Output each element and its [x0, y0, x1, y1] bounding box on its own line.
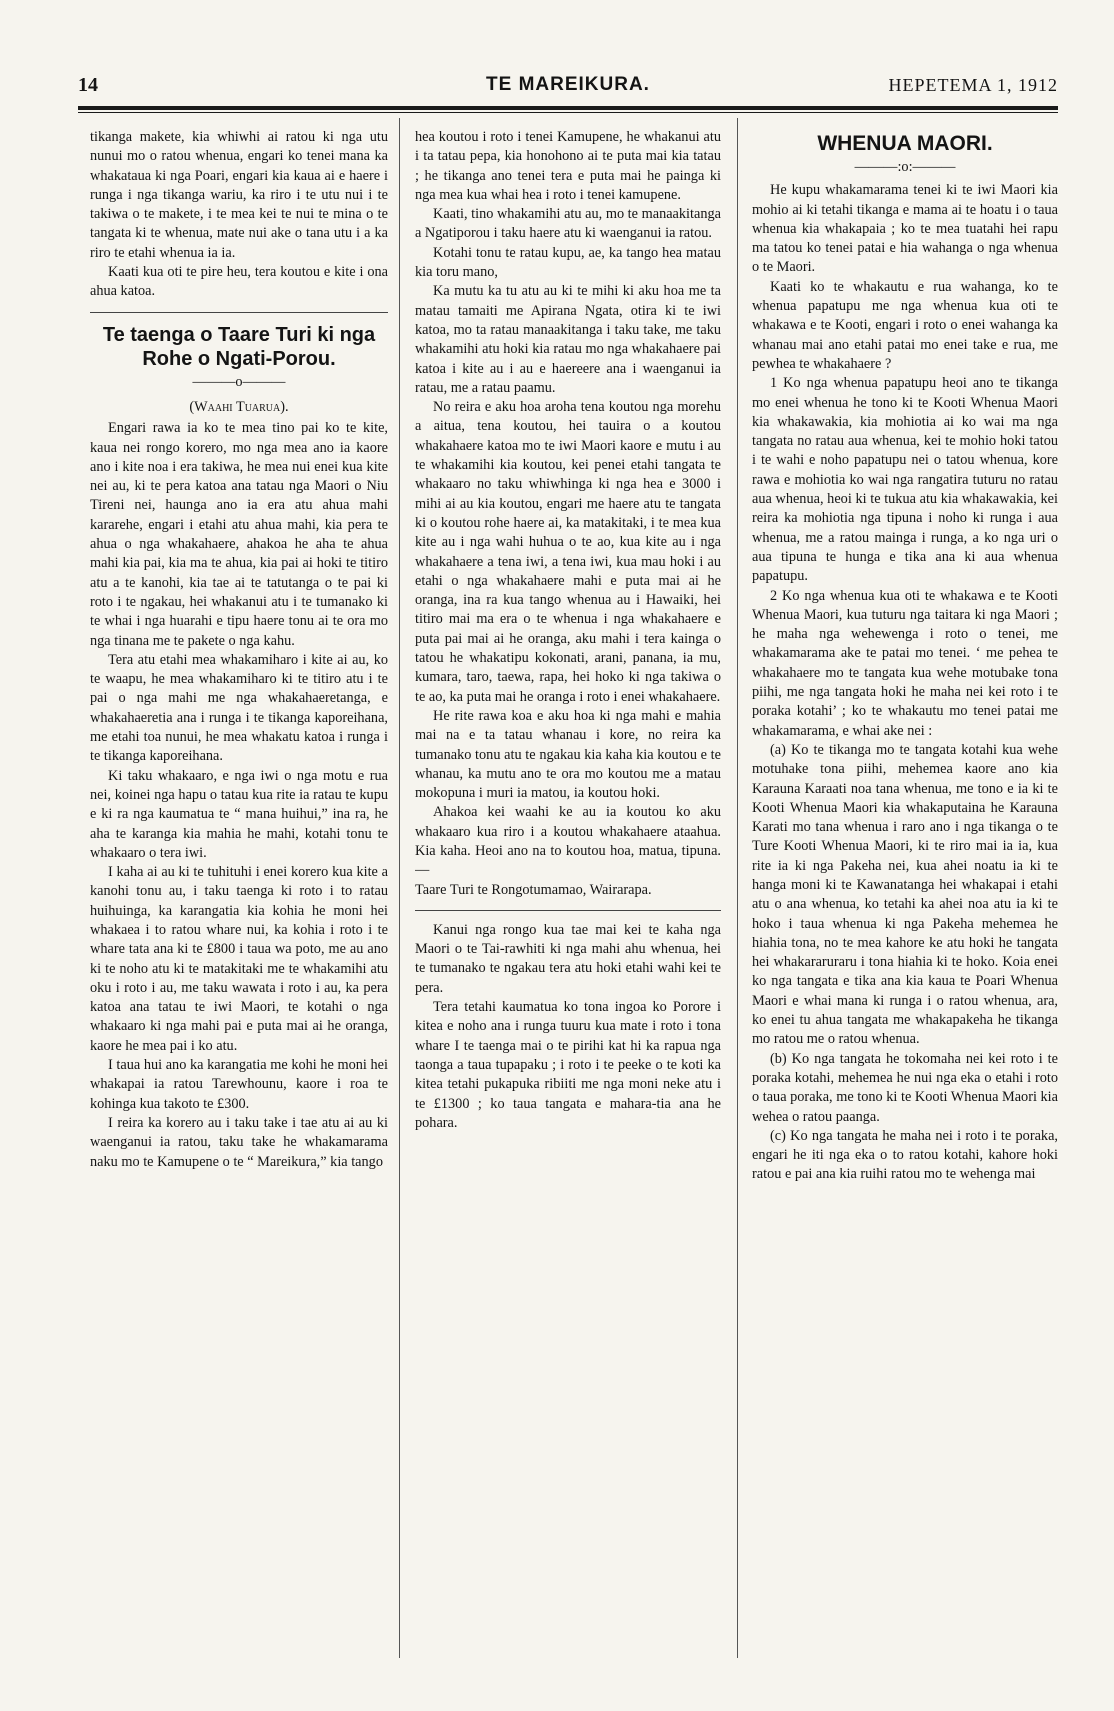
- page-header: [78, 72, 1058, 100]
- paragraph: Kaati kua oti te pire heu, tera koutou e kite i ona ahua katoa.: [90, 264, 388, 300]
- paragraph: Kaati, tino whakamihi atu au, mo te manaakitanga a Ngatiporou i taku haere atu ki waenganui ia ratou.: [415, 206, 721, 242]
- article-byline: (Waahi Tuarua).: [189, 398, 289, 415]
- paragraph: He rite rawa koa e aku hoa ki nga mahi e mahia mai na e ta tatau whanau i kore, no reira ka tumanako tonu atu te ngakau kia kaha kia koutou e te whanau, ka mutu ano te ora mo koutou me a matau mokopuna i muri ia matou, ia koutou hoki.: [415, 707, 721, 802]
- issue-date: HEPETEMA 1, 1912: [888, 75, 1058, 95]
- article-heading: Te taenga o Taare Turi ki nga Rohe o Ngati-Porou.: [102, 323, 376, 370]
- paragraph: Kotahi tonu te ratau kupu, ae, ka tango hea matau kia toru mano,: [415, 244, 721, 281]
- list-item: (c) Ko nga tangata he maha nei i roto i te poraka, engari he iti nga eka o to ratou kotahi, kahore hoki ratou e pai ana kia ruihi ratou mo te wehenga mai: [752, 1127, 1058, 1183]
- paragraph: tikanga makete, kia whiwhi ai ratou ki nga utu nunui mo o ratou whenua, engari ko tenei mana ka whakataua ki nga Poari, engari kia kaua ai e haere i runga i nga tikanga wariu, ka riro i te utu nui i te takiwa o te makete, i te mea kei te nui te mina o te tangata ki te whenua, mate nui ake o tana utu i a ka riro te etahi whenua ia ia.: [90, 129, 388, 261]
- column-2: [415, 128, 721, 1658]
- paragraph: Ahakoa kei waahi ke au ia koutou ko aku whakaaro kua riro i a koutou whakahaere ataahua. Kia kaha. Heoi ano na to koutou hoa, matua, tipuna.—: [415, 804, 721, 879]
- paragraph: He kupu whakamarama tenei ki te iwi Maori kia mohio ai ki tetahi tikanga e mama ai te hoatu i o taua whenua kia whakapaia ; ko te mea tuatahi hei rapu ma tatou ko tenei patai e hia wahanga o nga whenua o te Maori.: [752, 182, 1058, 276]
- paragraph: Tera atu etahi mea whakamiharo i kite ai au, ko te waapu, he mea whakamiharo ki te titiro atu i te pai o nga mahi me nga whakahaeretanga, e whakahaeretia ana i runga i te tikanga kaporeihana, me etahi toa nunui, he mea whakatu katoa i runga i te tikanga kaporeihana.: [90, 651, 388, 765]
- paragraph: 2 Ko nga whenua kua oti te whakawa e te Kooti Whenua Maori, kua tuturu nga taitara ki nga Maori ; he maha nga wehewenga i roto o tenei, me whakamarama ake te patai mo tenei. ‘ me pehea te whakahaere mo te tangata kua wehe motubake tona piihi, me nga tangata hoki he maha nei kei roto i te poraka kotahi’ ; ko te whakautu mo tenei patai me whakamarama, e whai ake nei :: [752, 587, 1058, 739]
- article-divider: [90, 312, 388, 313]
- paragraph: Engari rawa ia ko te mea tino pai ko te kite, kaua nei rongo korero, mo nga mea ano ia kaore ano i kite noa i era takiwa, he mea nui enei kua kite nei au, ki te pera katoa ana tatau nga Maori o Niu Tireni nei, haunga ano ia era atu ahua mahi kararehe, engari i etahi atu ahua mahi, kia pera te ahua o nga whakahaere, ahakoa he aha te ahua mahi kia pai, kia ma te ahua, kia pai ai hoki te titiro atu a te kanohi, kia tae ai te tatutanga o te pai ki roto i te ngakau, hei whakanui atu i te tumanako ki te whai i nga huarahi e tipu haere tonu ai te ora mo nga tinana me te pakete o nga kahu.: [90, 420, 388, 649]
- paragraph: I taua hui ano ka karangatia me kohi he moni hei whakapai ia ratou Tarewhounu, kaore i roa te kohinga kua takoto te £300.: [90, 1057, 388, 1112]
- masthead: TE MAREIKURA.: [486, 74, 650, 95]
- paragraph: I reira ka korero au i taku take i tae atu ai au ki waenganui ia ratou, taku take he whakamarama naku mo te Kamupene o te “ Mareikura,” kia tango: [90, 1114, 388, 1170]
- column-1: [90, 128, 388, 1658]
- column-divider-2: [737, 118, 738, 1658]
- paragraph: Kanui nga rongo kua tae mai kei te kaha nga Maori o te Tai-rawhiti ki nga mahi ahu whenua, hei te tumanako te ngakau tera atu hoki etahi wahi kei te pera.: [415, 921, 721, 996]
- list-item: (b) Ko nga tangata he tokomaha nei kei roto i te poraka kotahi, mehemea he nui nga eka o etahi i roto o taua poraka, me tono ki te Kooti Whenua Maori kia wehea o ratou paanga.: [752, 1050, 1058, 1125]
- paragraph: Kaati ko te whakautu e rua wahanga, ko te whenua papatupu me nga whenua kua oti te whakawa e te Kooti, engari i roto o enei wahanga ka whanau mai ano etahi patai mo enei take e rua, me pewhea te whakahaere ?: [752, 278, 1058, 372]
- paragraph: Ki taku whakaaro, e nga iwi o nga motu e rua nei, koinei nga hapu o tatau kua rite ia ratau te kupu e ki ra nga kaumatua te “ mana huihui,” ina ra, he aha te karanga kia mahia he mahi, kotahi tonu te whakaaro o tera iwi.: [90, 767, 388, 861]
- article-heading: WHENUA MAORI.: [817, 132, 993, 155]
- column-3: [752, 128, 1058, 1658]
- header-rule-thin: [78, 112, 1058, 113]
- signature: Taare Turi te Rongotumamao, Wairarapa.: [415, 881, 652, 898]
- paragraph: Tera tetahi kaumatua ko tona ingoa ko Porore i kitea e noho ana i runga tuuru kua mate i roto i tona whare I te taenga mai o te pirihi kat hi ka rapua nga taonga a taua tupapaku ; i roto i te peeke o te koti ka kitea tetahi pukapuka ribiiti me nga moni neke atu i te £1300 ; ko taua tangata e mahara-tia ana he pohara.: [415, 999, 721, 1131]
- paragraph: No reira e aku hoa aroha tena koutou nga morehu a aitua, tena koutou, hei tauira o a koutou whakahaere katoa mo te iwi Maori kaore e mutu i au te whakamihi kia koutou, kei penei etahi tangata te whakaaro no taku whiwhinga ki nga hea e 3000 i mihi ai au kia koutou, engari me haere atu te tangata ki o koutou rohe haere ai, ka matakitaki, i te mea kua kite au i nga wahi huhua o te ao, kua kite au i nga whakahaere a tena iwi, a tena iwi, kua mau hoki i au etahi o nga whakahaere mahi e puta mai ai he oranga, ina ra kua tango whenua au i Hawaiki, hei titiro mai ma era o te whenua i nga whakahaere e puta pai mai ai he oranga, aku mahi i tera kainga o tatou he whakatipu kokonati, arani, panana, ia mu, kumara, taro, taewa, rapa, hei hoko ki nga takiwa o te ao, ka puta mai he oranga i roto i enei whakahaere.: [415, 399, 721, 705]
- ornament-divider: ———:o:———: [854, 159, 956, 175]
- paragraph: Ka mutu ka tu atu au ki te mihi ki aku hoa me ta matau tamaiti me Apirana Ngata, otira ki te iwi katoa, mo ta ratau manaakitanga i taku take, me taku whakamihi atu hoki kia ratau mo nga whakahaere pai katoa i kite au i au e haereere ana i waenganui ia ratau, me a ratau paamu.: [415, 283, 721, 396]
- list-item: (a) Ko te tikanga mo te tangata kotahi kua wehe motuhake tona piihi, mehemea kaore ano kia Karauna Karaati noa tana whenua, me tono e ia ki te Kooti Whenua Maori kia whakaputaina he Karauna Karati mo tana whenua i raro ano i nga tikanga o te Ture Kooti Whenua Maori, ki te riro mai ia ia, kua rite ia ki nga Pakeha nei, kua ahei noatu ia ki te hanga moni ki te Kawanatanga hei whakapai i etahi atu o ana whenua, ko tetahi ka ahei noa atu ia ki te hoko i taua whenua ki nga Pakeha mehemea he hiahia tona, no te mea kahore ke atu hoki he tangata hei whakararuraru i tona hiahia ki te hoko. Koia enei ko nga tangata e tika ana kia kaua te Poari Whenua Maori e whai mana ki runga i o ratou whenua, ara, ko enei tu ahua tangata me whakapakeha he tikanga mo ratou me o ratou whenua.: [752, 741, 1058, 1048]
- column-divider-1: [399, 118, 400, 1658]
- page-number: 14: [78, 74, 98, 96]
- header-rule-thick: [78, 106, 1058, 110]
- paragraph: hea koutou i roto i tenei Kamupene, he whakanui atu i ta tatau pepa, kia honohono ai te puta mai kia tatau ; he tikanga ano tenei tera e puta mai he painga ki nga mea kua whai hea i roto i tenei kamupene.: [415, 129, 721, 203]
- paragraph: I kaha ai au ki te tuhituhi i enei korero kua kite a kanohi tonu au, i taku taenga ki roto i to ratau huihuinga, ka karangatia kia kohia he moni hei whakaea i to ratou whare nui, ka kohia i roto i te whare tata ana ki te £800 i taua wa poto, me au ano ki te noho atu ki te matakitaki me te whakamihi atu oku i roto i au, me taku wawata i roto i au, ka pera katoa ana tatau te iwi Maori, te kotahi o nga whakaaro ki nga mahi pai e puta mai ai he oranga, kaore he mea pai i ko atu.: [90, 864, 388, 1054]
- ornament-divider: ———o———: [192, 373, 286, 390]
- paragraph: 1 Ko nga whenua papatupu heoi ano te tikanga mo enei whenua he tono ki te Kooti Whenua Maori kia whakawakia, kia mohiotia ai ko wai ma nga tangata no ratau aua whenua, kei te mohio hoki tatou i te wahi e noho papatupu nei o tatou whenua, kore rawa e mohiotia ko wai nga rangatira tuturu no ratau aua whenua, heoi ki te tukua atu kia whakawakia, kei reira ka mohiotia nga tipuna i noho ki runga i aua whenua, me a ratou mainga i runga, a ko nga uri o aua tipuna te hunga e tika ana ki aua whenua papatupu.: [752, 375, 1058, 585]
- article-divider: [415, 910, 721, 911]
